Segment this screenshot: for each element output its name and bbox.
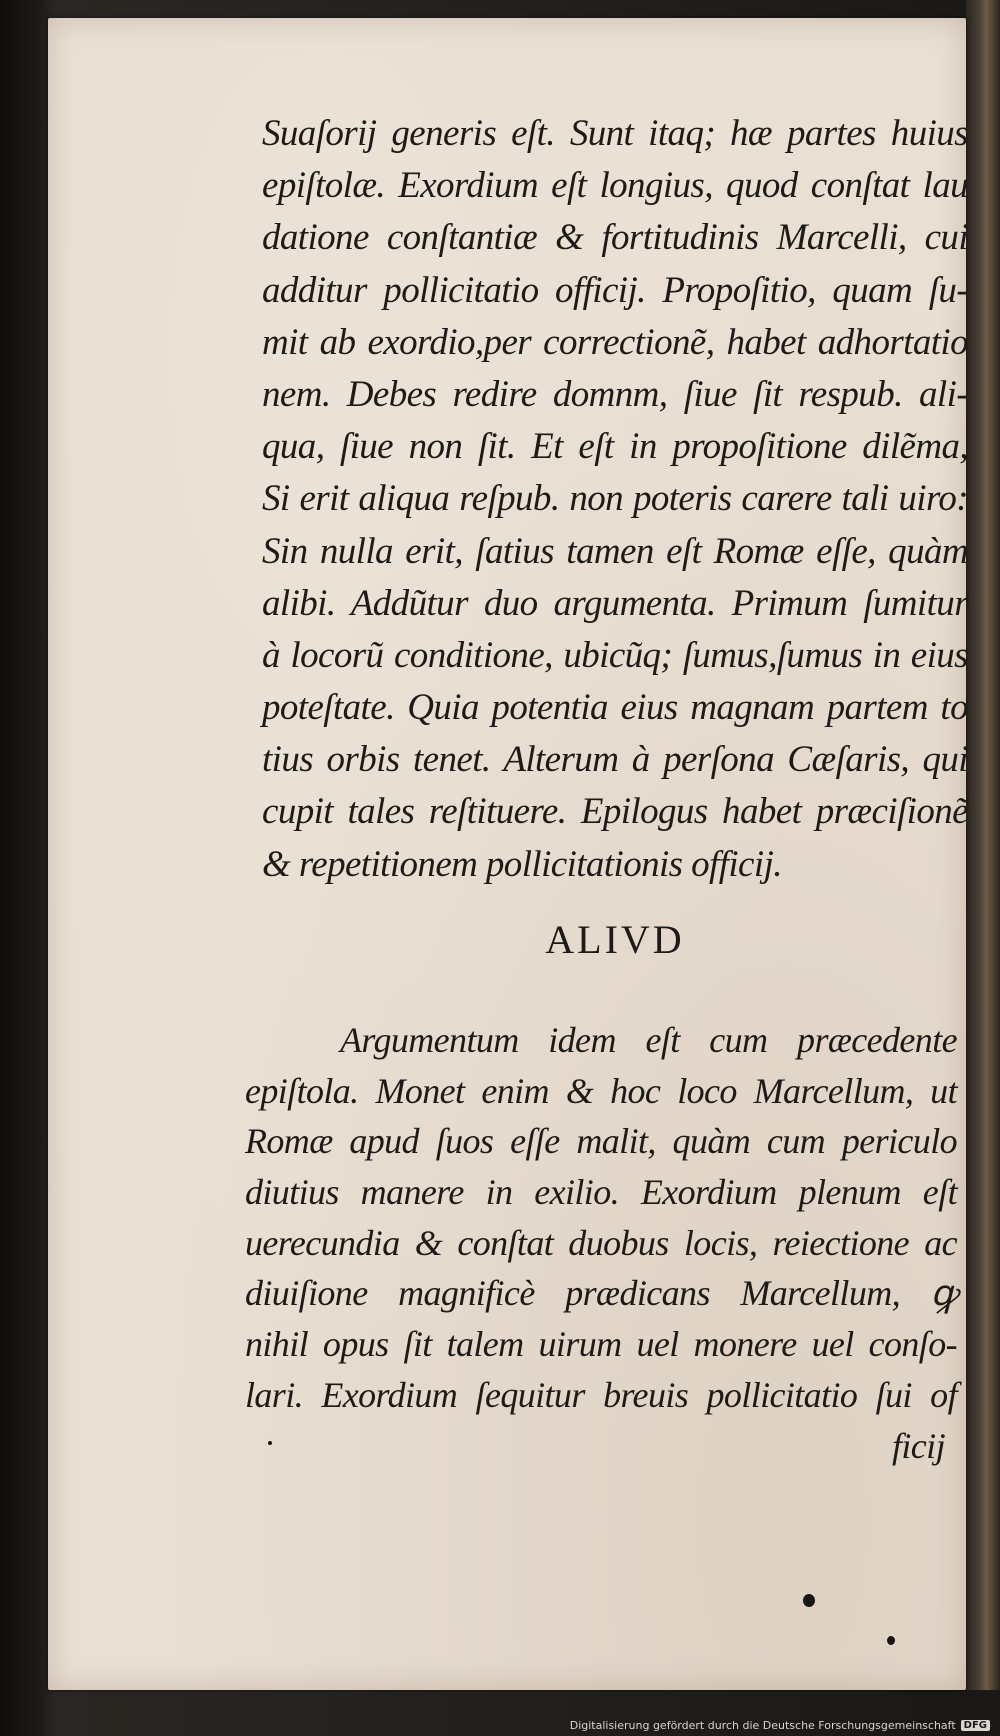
ink-spot — [268, 1441, 272, 1445]
paragraph-aliud — [245, 1015, 957, 1471]
text-line: nihil opus ſit talem uirum uel monere uel conſo- — [245, 1324, 957, 1365]
text-line: nem. Debes redire domnm, ſiue ſit respub. ali- — [262, 373, 968, 415]
text-line: Si erit aliqua reſpub. non poteris carere tali uiro: — [262, 478, 968, 520]
digitization-credit — [570, 1719, 990, 1732]
text-line: epiſtola. Monet enim & hoc loco Marcellum, ut — [245, 1070, 957, 1111]
credit-text: Digitalisierung gefördert durch die Deutsche Forschungsgemeinschaft — [569, 1719, 956, 1732]
text-line: Romæ apud ſuos eſſe malit, quàm cum periculo — [245, 1121, 957, 1162]
text-line: Sin nulla erit, ſatius tamen eſt Romæ eſſe, quàm — [262, 530, 968, 572]
dfg-logo: DFG — [961, 1720, 990, 1731]
text-line: qua, ſiue non ſit. Et eſt in propoſitione dilẽma, — [262, 426, 968, 468]
text-line: à locorũ conditione, ubicũq; ſumus,ſumus in eius — [262, 634, 968, 676]
text-line: datione conſtantiæ & fortitudinis Marcelli, cui — [262, 217, 968, 259]
text-line: additur pollicitatio officij. Propoſitio, quam ſu- — [262, 269, 968, 311]
catchword: ficij — [892, 1425, 945, 1466]
text-line: uerecundia & conſtat duobus locis, reiectione ac — [245, 1222, 957, 1263]
text-line: cupit tales reſtituere. Epilogus habet præciſionẽ — [262, 791, 968, 833]
text-line: epiſtolæ. Exordium eſt longius, quod conſtat lau — [262, 165, 968, 207]
text-line: poteſtate. Quia potentia eius magnam partem to — [262, 687, 968, 729]
paragraph-suasorii — [262, 108, 968, 891]
text-line: Argumentum idem eſt cum præcedente — [340, 1020, 957, 1060]
section-heading: ALIVD — [545, 917, 685, 962]
text-line: alibi. Addũtur duo argumenta. Primum ſumitur — [262, 582, 968, 624]
text-line: Suaſorij generis eſt. Sunt itaq; hæ partes huius — [262, 113, 968, 154]
text-line: diuiſione magnificè prædicans Marcellum, ꝙ — [245, 1273, 957, 1314]
text-line: tius orbis tenet. Alterum à perſona Cæſaris, qui — [262, 739, 968, 781]
ink-spot — [887, 1636, 895, 1645]
text-line: & repetitionem pollicitationis officij. — [262, 843, 782, 885]
ink-spot — [803, 1594, 815, 1607]
text-line: diutius manere in exilio. Exordium plenum eſt — [245, 1172, 957, 1213]
text-line: lari. Exordium ſequitur breuis pollicitatio ſui of — [245, 1374, 957, 1415]
text-line: mit ab exordio,per correctionẽ, habet adhortatio — [262, 321, 968, 363]
book-spine-edge — [966, 0, 1000, 1690]
